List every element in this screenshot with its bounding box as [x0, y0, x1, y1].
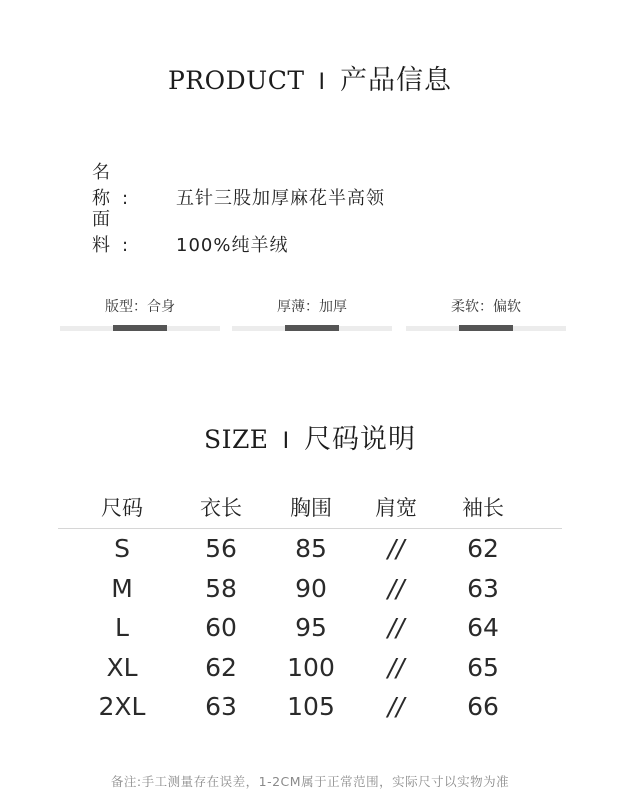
cell-sleeve: 63	[467, 573, 499, 603]
cell-chest: 105	[287, 692, 335, 721]
cell-size: M	[111, 573, 133, 603]
cell-shoulder: //	[387, 692, 405, 721]
cell-size: S	[114, 534, 130, 563]
attr-softness	[406, 296, 566, 316]
title-separator: I	[282, 429, 291, 454]
size-section-title	[0, 417, 620, 456]
cell-chest: 100	[287, 652, 335, 682]
info-value: 五针三股加厚麻花半高领	[176, 188, 385, 209]
attr-marker	[459, 325, 513, 331]
cell-shoulder: //	[387, 573, 405, 603]
info-label: 面 料:	[92, 209, 141, 256]
cell-shoulder: //	[387, 652, 405, 682]
cell-size: 2XL	[98, 692, 146, 721]
attr-thickness	[232, 296, 392, 316]
title-en: SIZE	[203, 425, 269, 454]
table-row	[58, 651, 562, 691]
header-size: 尺码	[101, 496, 143, 520]
cell-sleeve: 66	[467, 692, 499, 721]
product-section-title	[0, 58, 620, 97]
cell-size: XL	[106, 652, 138, 682]
attr-label: 厚薄：加厚	[277, 299, 347, 315]
attr-track	[60, 326, 220, 331]
title-separator: I	[318, 70, 327, 95]
title-cn: 产品信息	[340, 65, 453, 96]
cell-shoulder: //	[387, 613, 405, 642]
cell-sleeve: 64	[467, 613, 499, 642]
table-header-row	[58, 488, 562, 529]
attr-marker	[113, 325, 167, 331]
table-row	[58, 611, 562, 651]
attr-fit	[60, 296, 220, 316]
cell-chest: 95	[295, 613, 327, 642]
cell-shoulder: //	[387, 534, 405, 563]
cell-chest: 85	[295, 534, 327, 563]
cell-size: L	[115, 613, 129, 642]
footnote: 备注:手工测量存在误差，1-2CM属于正常范围，实际尺寸以实物为准	[110, 774, 510, 789]
table-row	[58, 572, 562, 612]
info-value: 100%纯羊绒	[176, 235, 289, 256]
cell-chest: 90	[295, 573, 327, 603]
header-shoulder: 肩宽	[375, 496, 417, 520]
table-row	[58, 532, 562, 572]
info-label: 名 称:	[92, 162, 141, 209]
header-sleeve: 袖长	[462, 496, 504, 520]
info-row-fabric	[92, 205, 288, 257]
attr-track	[232, 326, 392, 331]
cell-length: 56	[205, 534, 237, 563]
cell-length: 62	[205, 652, 237, 682]
attr-track	[406, 326, 566, 331]
info-row-name	[92, 158, 385, 210]
title-en: PRODUCT	[167, 66, 305, 95]
title-cn: 尺码说明	[304, 424, 417, 455]
cell-length: 58	[205, 573, 237, 603]
cell-length: 63	[205, 692, 237, 721]
attr-label: 柔软：偏软	[451, 299, 521, 315]
attr-marker	[285, 325, 339, 331]
size-table	[58, 488, 562, 730]
cell-sleeve: 62	[467, 534, 499, 563]
header-chest: 胸围	[290, 496, 332, 520]
header-length: 衣长	[200, 496, 242, 520]
attr-label: 版型：合身	[105, 299, 175, 315]
cell-length: 60	[205, 613, 237, 642]
cell-sleeve: 65	[467, 652, 499, 682]
table-row	[58, 690, 562, 730]
